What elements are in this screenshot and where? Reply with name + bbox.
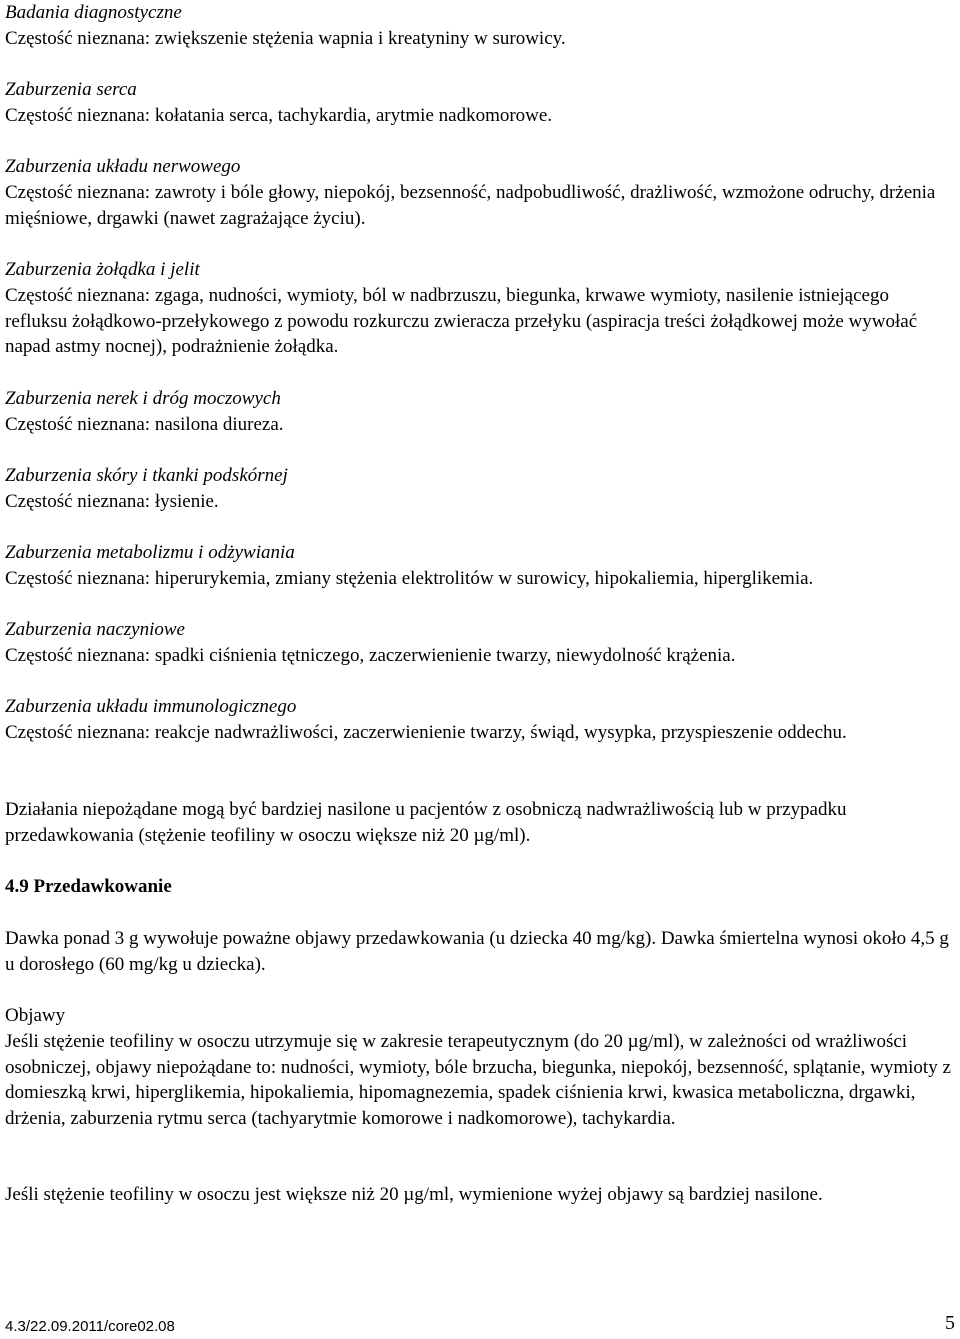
symptoms-text: Jeśli stężenie teofiliny w osoczu utrzymuje się w zakresie terapeutycznym (do 20 µg/ml), w zależności od wrażliwości osobniczej, objawy niepożądane to: nudności, wymioty, bóle brzucha, biegunka, niepokój, bezsenność, splątanie, wymioty z domieszką krwi, hiperglikemia, hipokaliemia, hipomagnezemia, spadek ciśnienia krwi, kwasica metaboliczna, drgawki, drżenia, zaburzenia rytmu serca (tachyarytmie komorowe i nadkomorowe), tachykardia. bbox=[5, 1030, 951, 1130]
section-text: Częstość nieznana: łysienie. bbox=[5, 490, 219, 512]
section-heading: Zaburzenia nerek i dróg moczowych bbox=[5, 388, 281, 409]
section-text: Częstość nieznana: hiperurykemia, zmiany stężenia elektrolitów w surowicy, hipokaliemia, hiperglikemia. bbox=[5, 567, 814, 589]
section-text: Częstość nieznana: spadki ciśnienia tętniczego, zaczerwienienie twarzy, niewydolność krążenia. bbox=[5, 644, 736, 666]
section-vascular bbox=[5, 617, 955, 669]
section-kidneys bbox=[5, 386, 955, 438]
section-text: Częstość nieznana: nasilona diureza. bbox=[5, 413, 284, 435]
section-heading: Zaburzenia żołądka i jelit bbox=[5, 259, 200, 280]
section-heading: Zaburzenia układu immunologicznego bbox=[5, 696, 297, 717]
section-heading: Zaburzenia serca bbox=[5, 79, 137, 100]
section-text: Częstość nieznana: reakcje nadwrażliwości, zaczerwienienie twarzy, świąd, wysypka, przyspieszenie oddechu. bbox=[5, 721, 847, 743]
section-text: Częstość nieznana: zawroty i bóle głowy, niepokój, bezsenność, nadpobudliwość, drażliwość, wzmożone odruchy, drżenia mięśniowe, drgawki (nawet zagrażające życiu). bbox=[5, 181, 936, 229]
section-heading: Zaburzenia skóry i tkanki podskórnej bbox=[5, 465, 288, 486]
section-immune bbox=[5, 694, 955, 746]
dose-text: Dawka ponad 3 g wywołuje poważne objawy przedawkowania (u dziecka 40 mg/kg). Dawka śmiertelna wynosi około 4,5 g u dorosłego (60 mg/kg u dziecka). bbox=[5, 928, 949, 975]
note-paragraph bbox=[5, 797, 955, 849]
final-text: Jeśli stężenie teofiliny w osoczu jest większe niż 20 µg/ml, wymienione wyżej objawy są bardziej nasilone. bbox=[5, 1184, 823, 1205]
section-heading: Zaburzenia metabolizmu i odżywiania bbox=[5, 542, 295, 563]
final-paragraph bbox=[5, 1182, 955, 1208]
dose-paragraph bbox=[5, 926, 955, 978]
section-text: Częstość nieznana: zwiększenie stężenia wapnia i kreatyniny w surowicy. bbox=[5, 27, 566, 49]
section-text: Częstość nieznana: kołatania serca, tachykardia, arytmie nadkomorowe. bbox=[5, 104, 553, 126]
section-text: Częstość nieznana: zgaga, nudności, wymioty, ból w nadbrzuszu, biegunka, krwawe wymioty, nasilenie istniejącego refluksu żołądkowo-przełykowego z powodu rozkurczu zwieracza przełyku (aspiracja treści żołądkowej może wywołać napad astmy nocnej), podrażnienie żołądka. bbox=[5, 284, 918, 358]
section-skin bbox=[5, 463, 955, 515]
section-metabolism bbox=[5, 540, 955, 592]
section-diagnostics bbox=[5, 0, 955, 52]
section-nervous-system bbox=[5, 154, 955, 231]
page-number: 5 bbox=[945, 1312, 955, 1334]
overdose-section-title-wrap bbox=[5, 874, 955, 900]
section-title: 4.9 Przedawkowanie bbox=[5, 876, 172, 897]
section-heart bbox=[5, 77, 955, 129]
section-heading: Zaburzenia układu nerwowego bbox=[5, 156, 241, 177]
section-heading: Badania diagnostyczne bbox=[5, 2, 182, 23]
footer-code: 4.3/22.09.2011/core02.08 bbox=[5, 1318, 175, 1335]
section-gastro bbox=[5, 257, 955, 360]
section-heading: Zaburzenia naczyniowe bbox=[5, 619, 185, 640]
symptoms-section bbox=[5, 1003, 955, 1132]
note-text: Działania niepożądane mogą być bardziej nasilone u pacjentów z osobniczą nadwrażliwością lub w przypadku przedawkowania (stężenie teofiliny w osoczu większe niż 20 µg/ml). bbox=[5, 799, 847, 846]
symptoms-heading: Objawy bbox=[5, 1005, 66, 1026]
